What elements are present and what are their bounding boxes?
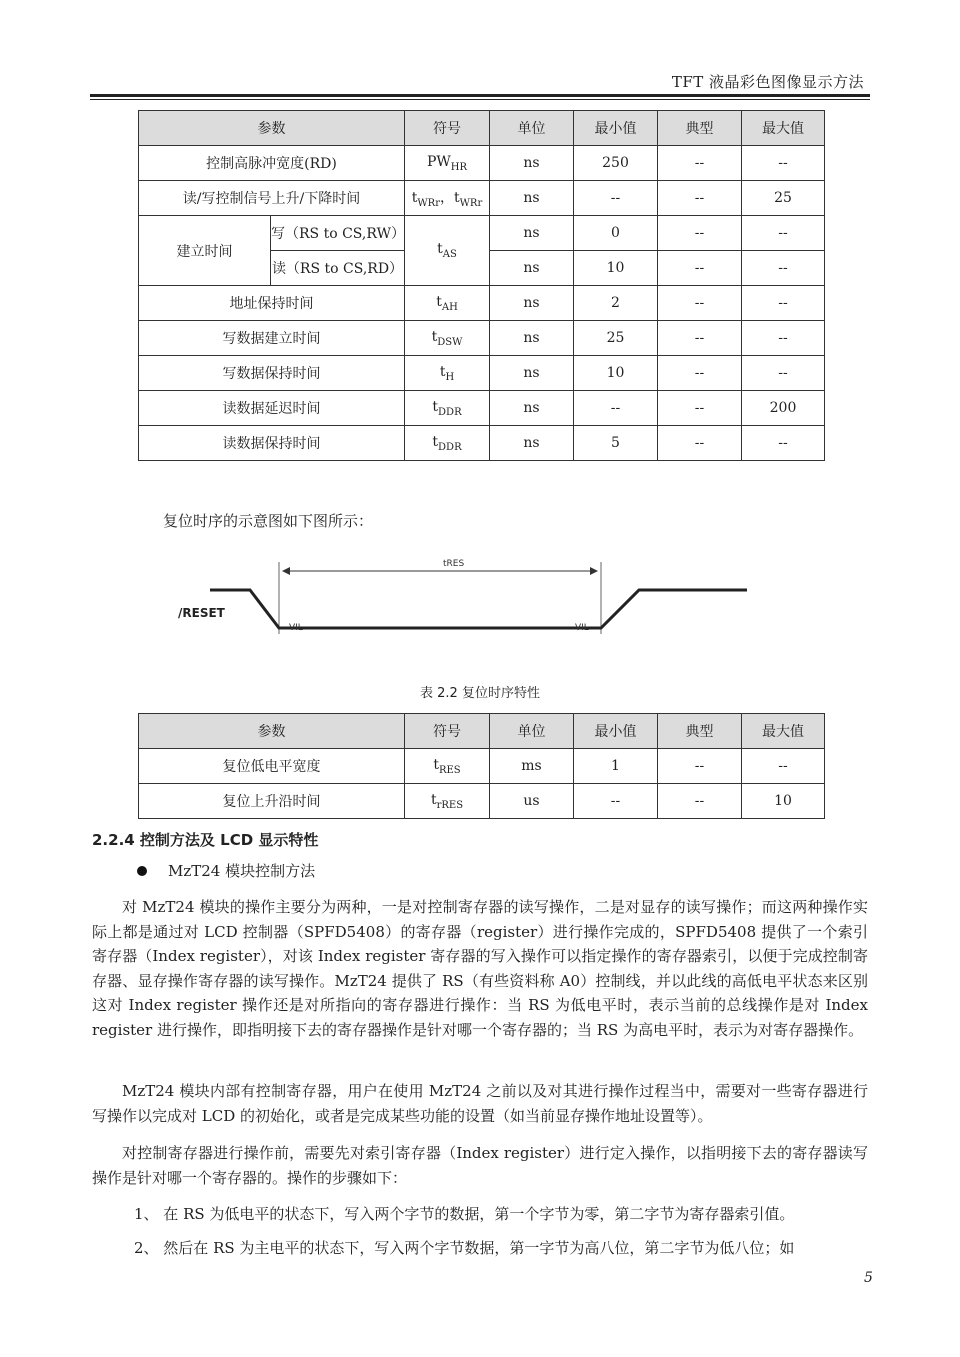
reset-signal-label: /RESET (178, 606, 225, 620)
page-number: 5 (864, 1270, 873, 1286)
min-cell: -- (574, 181, 658, 216)
symbol-cell: $t_H$ (405, 356, 490, 391)
table-row (139, 216, 825, 251)
vil-left-label: VIL (289, 623, 303, 633)
param-cell: 读数据延迟时间 (139, 391, 405, 426)
symbol-cell: $t_{rRES}$ (405, 784, 490, 819)
symbol-cell: $t_{RES}$ (405, 749, 490, 784)
min-cell: 1 (574, 749, 658, 784)
column-header: 单位 (490, 714, 574, 749)
symbol-cell: $t_{DDR}$ (405, 426, 490, 461)
max-cell: -- (742, 286, 825, 321)
typ-cell: -- (658, 426, 742, 461)
symbol-cell: $t_{AH}$ (405, 286, 490, 321)
min-cell: 25 (574, 321, 658, 356)
unit-cell: ns (490, 426, 574, 461)
table-row (139, 286, 825, 321)
table2-caption: 表 2.2 复位时序特性 (420, 686, 540, 701)
column-header: 参数 (139, 111, 405, 146)
unit-cell: ns (490, 286, 574, 321)
max-cell: -- (742, 749, 825, 784)
column-header: 典型 (658, 714, 742, 749)
table-header-row (139, 111, 825, 146)
reset-timing-diagram (175, 548, 775, 648)
max-cell: 10 (742, 784, 825, 819)
min-cell: 0 (574, 216, 658, 251)
paragraph: MzT24 模块内部有控制寄存器，用户在使用 MzT24 之前以及对其进行操作过程当中，需要对一些寄存器进行写操作以完成对 LCD 的初始化，或者是完成某些功能的设置（如当前显存操作地址设置等）。 (92, 1082, 868, 1125)
typ-cell: -- (658, 784, 742, 819)
reset-timing-table (138, 713, 825, 819)
step-item: 1、 在 RS 为低电平的状态下，写入两个字节的数据，第一个字节为零，第二字节为寄存器索引值。 (134, 1205, 795, 1223)
min-cell: -- (574, 391, 658, 426)
symbol-cell: $PW_{HR}$ (405, 146, 490, 181)
max-cell: -- (742, 251, 825, 286)
min-cell: -- (574, 784, 658, 819)
column-header: 典型 (658, 111, 742, 146)
unit-cell: ns (490, 321, 574, 356)
typ-cell: -- (658, 391, 742, 426)
max-cell: -- (742, 356, 825, 391)
max-cell: -- (742, 426, 825, 461)
table-row (139, 146, 825, 181)
column-header: 最小值 (574, 111, 658, 146)
typ-cell: -- (658, 251, 742, 286)
min-cell: 5 (574, 426, 658, 461)
bullet-text: MzT24 模块控制方法 (168, 862, 316, 880)
param-cell: 读数据保持时间 (139, 426, 405, 461)
table-row (139, 749, 825, 784)
param-cell: 地址保持时间 (139, 286, 405, 321)
table-row (139, 426, 825, 461)
symbol-cell: $t_{AS}$ (405, 216, 490, 286)
max-cell: -- (742, 321, 825, 356)
max-cell: 200 (742, 391, 825, 426)
column-header: 参数 (139, 714, 405, 749)
condition-cell: 写（RS to CS,RW） (271, 216, 405, 251)
condition-cell: 读（RS to CS,RD） (271, 251, 405, 286)
unit-cell: ns (490, 146, 574, 181)
param-cell: 写数据建立时间 (139, 321, 405, 356)
page-header-title: TFT 液晶彩色图像显示方法 (671, 73, 864, 91)
param-cell: 读/写控制信号上升/下降时间 (139, 181, 405, 216)
typ-cell: -- (658, 321, 742, 356)
table-row (139, 181, 825, 216)
header-rule (90, 94, 870, 97)
vil-right-label: VIL (575, 623, 589, 633)
column-header: 符号 (405, 714, 490, 749)
table-row (139, 356, 825, 391)
unit-cell: ms (490, 749, 574, 784)
param-cell: 控制高脉冲宽度(RD) (139, 146, 405, 181)
section-title: 2.2.4 控制方法及 LCD 显示特性 (92, 831, 319, 849)
min-cell: 10 (574, 356, 658, 391)
reset-intro-text: 复位时序的示意图如下图所示： (163, 512, 374, 530)
param-cell: 写数据保持时间 (139, 356, 405, 391)
typ-cell: -- (658, 286, 742, 321)
table-header-row (139, 714, 825, 749)
max-cell: -- (742, 216, 825, 251)
symbol-cell: $t_{DSW}$ (405, 321, 490, 356)
max-cell: 25 (742, 181, 825, 216)
setup-label-cell: 建立时间 (139, 216, 271, 286)
typ-cell: -- (658, 146, 742, 181)
column-header: 最小值 (574, 714, 658, 749)
typ-cell: -- (658, 181, 742, 216)
column-header: 最大值 (742, 714, 825, 749)
param-cell: 复位低电平宽度 (139, 749, 405, 784)
min-cell: 250 (574, 146, 658, 181)
typ-cell: -- (658, 356, 742, 391)
table-row (139, 784, 825, 819)
symbol-cell: $t_{WRr}$，$t_{WRr}$ (405, 181, 490, 216)
bullet-icon (137, 866, 147, 876)
table-row (139, 391, 825, 426)
min-cell: 10 (574, 251, 658, 286)
column-header: 最大值 (742, 111, 825, 146)
column-header: 符号 (405, 111, 490, 146)
header-rule-thin (90, 99, 870, 100)
paragraph: 对控制寄存器进行操作前，需要先对索引寄存器（Index register）进行定入操作，以指明接下去的寄存器读写操作是针对哪一个寄存器的。操作的步骤如下： (92, 1144, 868, 1187)
unit-cell: us (490, 784, 574, 819)
table-row (139, 321, 825, 356)
step-item: 2、 然后在 RS 为主电平的状态下，写入两个字节数据，第一字节为高八位，第二字节为低八位；如 (134, 1239, 795, 1257)
typ-cell: -- (658, 216, 742, 251)
max-cell: -- (742, 146, 825, 181)
unit-cell: ns (490, 356, 574, 391)
tres-label: tRES (443, 559, 465, 569)
timing-table (138, 110, 825, 461)
unit-cell: ns (490, 251, 574, 286)
symbol-cell: $t_{DDR}$ (405, 391, 490, 426)
unit-cell: ns (490, 181, 574, 216)
column-header: 单位 (490, 111, 574, 146)
unit-cell: ns (490, 391, 574, 426)
param-cell: 复位上升沿时间 (139, 784, 405, 819)
min-cell: 2 (574, 286, 658, 321)
unit-cell: ns (490, 216, 574, 251)
typ-cell: -- (658, 749, 742, 784)
paragraph: 对 MzT24 模块的操作主要分为两种，一是对控制寄存器的读写操作，二是对显存的读写操作；而这两种操作实际上都是通过对 LCD 控制器（SPFD5408）的寄存器（register）进行操作完成的，SPFD5408 提供了一个索引寄存器（Index register），对该 Index register 寄存器的写入操作可以指定操作的寄存器索引，以便于完成控制寄存器、显存操作寄存器的读写操作。MzT24 提供了 RS（有些资料称 A0）控制线，并以此线的高低电平状态来区别这对 Index register 操作还是对所指向的寄存器进行操作：当 RS 为低电平时，表示当前的总线操作是对 Index register 进行操作，即指明接下去的寄存器操作是针对哪一个寄存器的；当 RS 为高电平时，表示为对寄存器操作。 (92, 898, 868, 1039)
